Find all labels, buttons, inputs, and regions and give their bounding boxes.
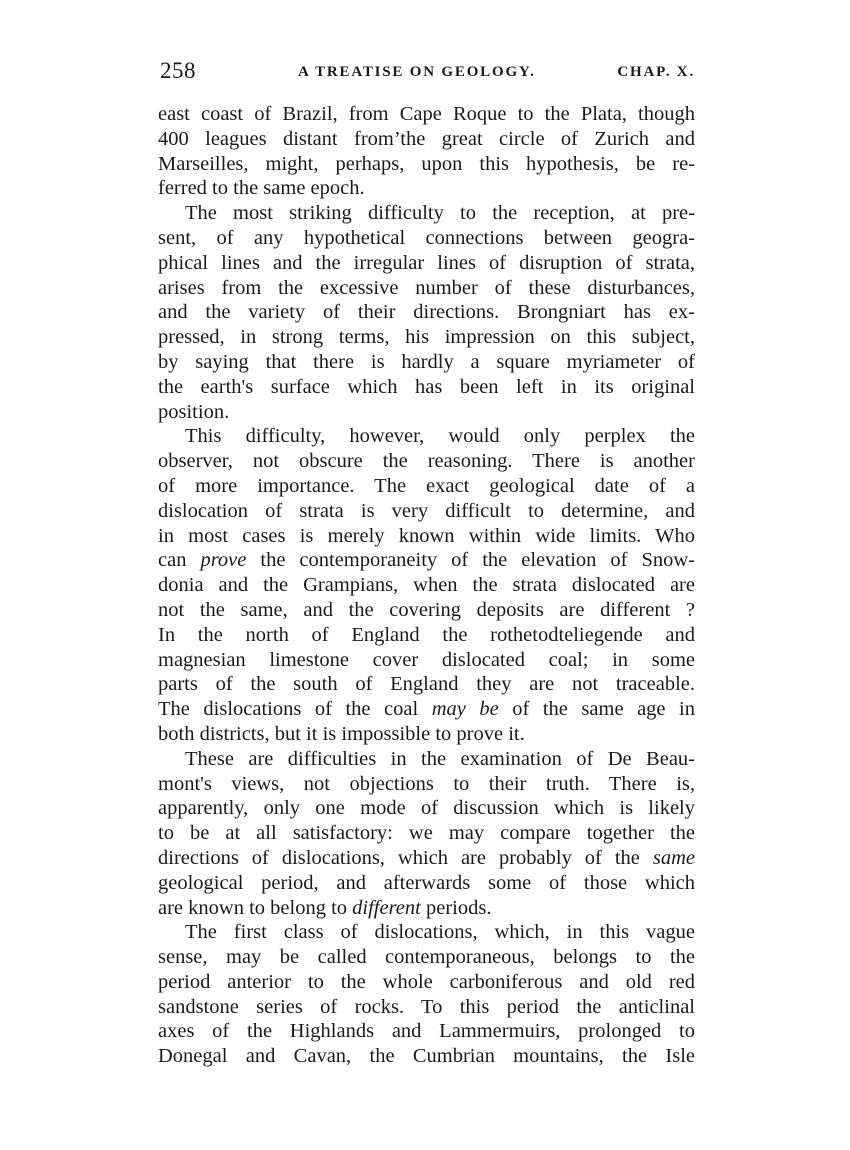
text-line: axes of the Highlands and Lammermuirs, prolonged to [158,1020,695,1043]
text-line: This difficulty, however, would only perplex the [185,425,695,448]
text-segment: The dislocations of the coal [158,698,432,721]
text-line: of more importance. The exact geological date of a [158,474,695,497]
text-line [158,548,695,573]
text-line: magnesian limestone cover dislocated coal; in some [158,648,695,671]
text-line: arises from the excessive number of these disturbances, [158,276,695,299]
text-line: position. [158,400,230,423]
text-line: the earth's surface which has been left in its original [158,375,695,398]
text-line: by saying that there is hardly a square myriameter of [158,350,695,373]
text-line: east coast of Brazil, from Cape Roque to the Plata, though [158,103,695,125]
text-segment: directions of dislocations, which are probably of the [158,846,653,869]
text-line: The first class of dislocations, which, in this vague [185,921,695,944]
text-line [158,846,695,871]
italic-text: may be [431,698,499,721]
text-line: sent, of any hypothetical connections between geogra- [158,226,695,249]
text-line: period anterior to the whole carboniferous and old red [158,970,695,993]
text-line: ferred to the same epoch. [158,177,365,200]
text-segment: are known to belong to [158,896,353,919]
page-number: 258 [160,58,196,83]
text-line: to be at all satisfactory: we may compare together the [158,822,695,845]
chapter-label: CHAP. X. [617,64,695,80]
text-line: parts of the south of England they are not traceable. [158,673,695,696]
text-line: mont's views, not objections to their truth. There is, [158,772,695,795]
text-line: donia and the Grampians, when the strata dislocated are [158,574,695,597]
text-line: not the same, and the covering deposits are different ? [158,598,695,621]
italic-text: different [352,896,421,919]
text-segment: the contemporaneity of the elevation of Snow- [246,549,695,572]
text-line: Donegal and Cavan, the Cumbrian mountains, the Isle [158,1045,695,1068]
text-line: The most striking difficulty to the reception, at pre- [185,202,695,225]
text-line: sandstone series of rocks. To this period the anticlinal [158,995,695,1018]
text-line: phical lines and the irregular lines of disruption of strata, [158,251,695,274]
text-line: apparently, only one mode of discussion which is likely [158,797,695,820]
text-line: both districts, but it is impossible to prove it. [158,722,525,745]
text-segment: can [158,549,201,572]
running-head [160,58,695,88]
text-line: In the north of England the rothetodteliegende and [158,623,695,646]
text-line: dislocation of strata is very difficult to determine, and [158,499,695,522]
text-line: sense, may be called contemporaneous, belongs to the [158,946,695,969]
text-line: in most cases is merely known within wide limits. Who [158,524,695,547]
text-line: Marseilles, might, perhaps, upon this hypothesis, be re- [158,152,695,175]
text-line: geological period, and afterwards some of those which [158,871,695,894]
text-line [158,697,695,722]
text-line: These are difficulties in the examination of De Beau- [185,747,695,770]
text-segment: periods. [420,896,492,919]
italic-text: prove [200,549,247,572]
text-line: observer, not obscure the reasoning. There is another [158,450,695,473]
text-line: and the variety of their directions. Brongniart has ex- [158,301,695,324]
text-line: pressed, in strong terms, his impression on this subject, [158,326,695,349]
running-title: A TREATISE ON GEOLOGY. [298,64,536,80]
italic-text: same [652,846,695,869]
text-line: 400 leagues distant from’the great circle of Zurich and [158,127,695,150]
text-line [158,896,695,921]
text-segment: of the same age in [498,698,695,721]
body-text [158,102,695,1069]
